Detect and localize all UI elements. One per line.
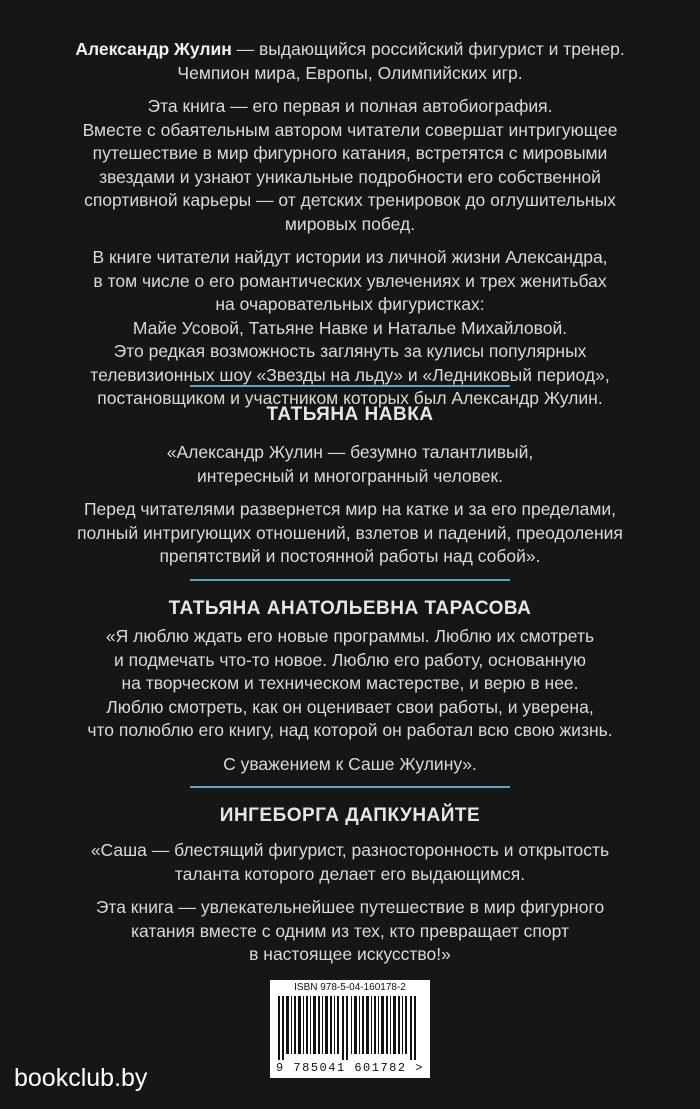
- review-tarasova: [40, 625, 660, 776]
- review-line: Эта книга — увлекательнейшее путешествие в мир фигурного: [95, 897, 605, 917]
- intro-line: постановщиком и участником которых был Александр Жулин.: [97, 388, 603, 408]
- intro-line: путешествие в мир фигурного катания, встретятся с мировыми: [92, 143, 608, 163]
- intro-line: спортивной карьеры — от детских тренировок до оглушительных: [84, 190, 616, 210]
- intro-line: в том числе о его романтических увлечениях и трех женитьбах: [93, 270, 607, 291]
- review-navka: [40, 441, 660, 569]
- review-line: С уважением к Саше Жулину».: [223, 753, 477, 774]
- review-line: Перед читателями развернется мир на катке и за его пределами,: [83, 499, 617, 519]
- intro-line: мировых побед.: [284, 213, 416, 234]
- intro-section: [40, 38, 660, 411]
- intro-line: Чемпион мира, Европы, Олимпийских игр.: [177, 62, 523, 83]
- intro-line: звездами и узнают уникальные подробности его собственной: [99, 166, 601, 187]
- intro-paragraph-2: [40, 95, 660, 236]
- review-paragraph: [40, 498, 660, 569]
- intro-line: на очаровательных фигуристках:: [215, 294, 485, 314]
- intro-line: телевизионных шоу «Звезды на льду» и «Ледниковый период»,: [90, 364, 610, 385]
- review-line: «Александр Жулин — безумно талантливый,: [166, 442, 534, 462]
- intro-line: Это редкая возможность заглянуть за кулисы популярных: [113, 341, 587, 361]
- intro-text: — выдающийся российский фигурист и тренер.: [231, 39, 625, 59]
- review-line: препятствий и постоянной работы над собой».: [159, 546, 541, 566]
- isbn-barcode: [270, 980, 430, 1078]
- review-line: и подмечать что-то новое. Люблю его работу, основанную: [114, 649, 586, 670]
- author-name: Александр Жулин: [75, 39, 232, 59]
- review-line: что полюблю его книгу, над которой он работал всю свою жизнь.: [87, 720, 613, 740]
- barcode-bars-icon: [278, 996, 422, 1060]
- review-line: катания вместе с одним из тех, кто превращает спорт: [130, 920, 569, 941]
- intro-line: Эта книга — его первая и полная автобиография.: [147, 96, 553, 116]
- intro-line: Вместе с обаятельным автором читатели совершат интригующее: [82, 119, 618, 140]
- watermark-site: bookclub.by: [14, 1064, 148, 1092]
- review-line: «Я люблю ждать его новые программы. Люблю их смотреть: [105, 626, 595, 646]
- isbn-number: ISBN 978-5-04-160178-2: [294, 982, 406, 993]
- review-line: таланта которого делает его выдающимся.: [174, 863, 526, 884]
- review-paragraph: [40, 753, 660, 777]
- review-line: в настоящее искусство!»: [249, 944, 451, 964]
- review-author-heading: ТАТЬЯНА АНАТОЛЬЕВНА ТАРАСОВА: [168, 598, 532, 619]
- section-divider: [190, 385, 510, 387]
- barcode-digits: 9 785041 601782 >: [276, 1061, 424, 1075]
- review-line: «Саша — блестящий фигурист, разносторонность и открытость: [90, 840, 610, 860]
- section-divider: [190, 579, 510, 581]
- review-dapkunaite: [40, 839, 660, 967]
- review-line: полный интригующих отношений, взлетов и падений, преодоления: [77, 522, 623, 543]
- review-paragraph: [40, 896, 660, 967]
- review-author-heading: ТАТЬЯНА НАВКА: [266, 404, 434, 425]
- review-paragraph: [40, 441, 660, 488]
- intro-line: [40, 38, 660, 62]
- intro-line: В книге читатели найдут истории из личной жизни Александра,: [92, 247, 608, 267]
- intro-paragraph-1: [40, 38, 660, 85]
- review-line: Люблю смотреть, как он оценивает свои работы, и уверена,: [106, 696, 594, 717]
- section-divider: [190, 786, 510, 788]
- review-line: на творческом и техническом мастерстве, и верю в нее.: [121, 673, 579, 693]
- review-paragraph: [40, 625, 660, 743]
- review-author-heading: ИНГЕБОРГА ДАПКУНАЙТЕ: [219, 805, 481, 826]
- intro-line: Майе Усовой, Татьяне Навке и Наталье Михайловой.: [132, 317, 568, 338]
- review-paragraph: [40, 839, 660, 886]
- review-line: интересный и многогранный человек.: [196, 465, 504, 486]
